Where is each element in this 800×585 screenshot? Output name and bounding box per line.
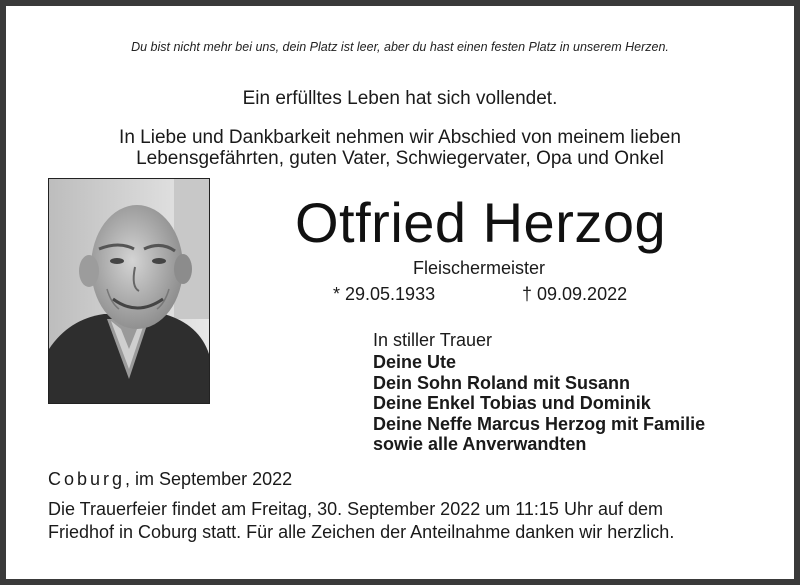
intro-line-1: Ein erfülltes Leben hat sich vollendet. xyxy=(242,88,558,109)
funeral-info xyxy=(48,498,768,544)
portrait-photo xyxy=(48,178,210,404)
intro-line-3: Lebensgefährten, guten Vater, Schwiegervater, Opa und Onkel xyxy=(136,148,664,169)
occupation: Fleischermeister xyxy=(413,258,546,278)
date: , im September 2022 xyxy=(125,469,293,489)
mourner-item: Dein Sohn Roland mit Susann xyxy=(373,372,631,393)
place-date xyxy=(48,469,292,490)
mourner-item: Deine Enkel Tobias und Dominik xyxy=(373,393,651,413)
mourning-intro: In stiller Trauer xyxy=(373,330,493,350)
intro-line-2: In Liebe und Dankbarkeit nehmen wir Abschied von meinem lieben xyxy=(119,127,681,148)
funeral-line-2: Friedhof in Coburg statt. Für alle Zeichen der Anteilnahme danken wir herzlich. xyxy=(48,522,675,542)
death-date: † 09.09.2022 xyxy=(522,284,628,304)
funeral-line-1: Die Trauerfeier findet am Freitag, 30. September 2022 um 11:15 Uhr auf dem xyxy=(48,499,663,519)
motto: Du bist nicht mehr bei uns, dein Platz ist leer, aber du hast einen festen Platz in unserem Herzen. xyxy=(131,40,669,54)
deceased-name: Otfried Herzog xyxy=(295,191,667,254)
place: Coburg xyxy=(48,469,126,489)
mourner-item: Deine Neffe Marcus Herzog mit Familie xyxy=(373,413,706,434)
mourner-item: Deine Ute xyxy=(373,352,457,372)
mourner-item: sowie alle Anverwandten xyxy=(373,434,587,454)
mourners-list xyxy=(373,352,705,455)
birth-date: * 29.05.1933 xyxy=(333,284,436,304)
